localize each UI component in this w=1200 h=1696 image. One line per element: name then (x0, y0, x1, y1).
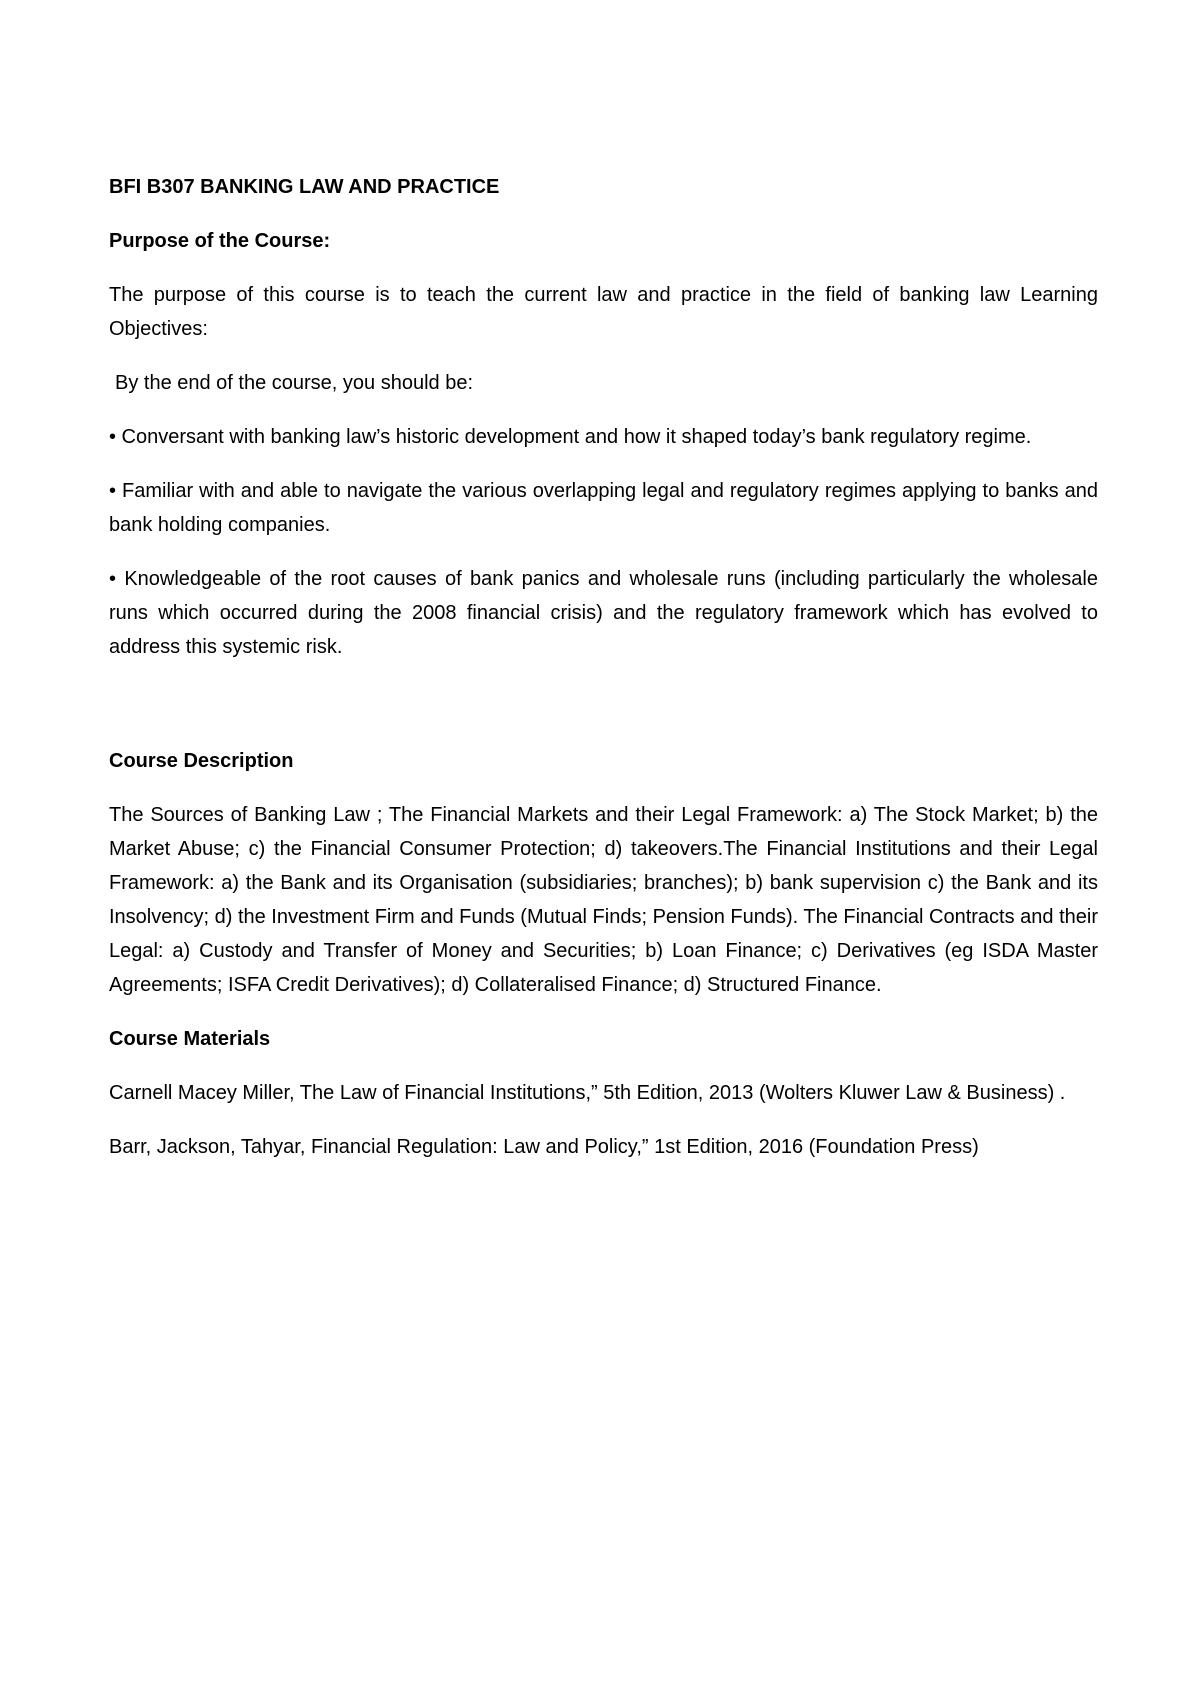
description-paragraph: The Sources of Banking Law ; The Financial Markets and their Legal Framework: a) The Stock Market; b) the Market Abuse; c) the Financial Consumer Protection; d) takeovers.The Financial Institutions and their Legal Framework: a) the Bank and its Organisation (subsidiaries; branches); b) bank supervision c) the Bank and its Insolvency; d) the Investment Firm and Funds (Mutual Finds; Pension Funds). The Financial Contracts and their Legal: a) Custody and Transfer of Money and Securities; b) Loan Finance; c) Derivatives (eg ISDA Master Agreements; ISFA Credit Derivatives); d) Collateralised Finance; d) Structured Finance. (109, 804, 1098, 996)
objective-item: • Conversant with banking law’s historic development and how it shaped today’s bank regulatory regime. (109, 426, 1032, 448)
purpose-paragraph: The purpose of this course is to teach the current law and practice in the field of banking law Learning Objectives: (109, 284, 1098, 340)
objective-item: • Knowledgeable of the root causes of bank panics and wholesale runs (including particularly the wholesale runs which occurred during the 2008 financial crisis) and the regulatory framework which has evolved to address this systemic risk. (109, 568, 1098, 658)
document-body (109, 170, 1098, 1184)
objectives-lead: By the end of the course, you should be: (115, 372, 474, 394)
material-item: Carnell Macey Miller, The Law of Financial Institutions,” 5th Edition, 2013 (Wolters Kluwer Law & Business) . (109, 1082, 1066, 1104)
material-item: Barr, Jackson, Tahyar, Financial Regulation: Law and Policy,” 1st Edition, 2016 (Foundation Press) (109, 1136, 979, 1158)
materials-heading: Course Materials (109, 1028, 271, 1050)
purpose-heading: Purpose of the Course: (109, 230, 331, 252)
description-heading: Course Description (109, 750, 294, 772)
objective-item: • Familiar with and able to navigate the various overlapping legal and regulatory regimes applying to banks and bank holding companies. (109, 480, 1098, 536)
document-title: BFI B307 BANKING LAW AND PRACTICE (109, 176, 500, 198)
section-spacer (109, 684, 1098, 744)
